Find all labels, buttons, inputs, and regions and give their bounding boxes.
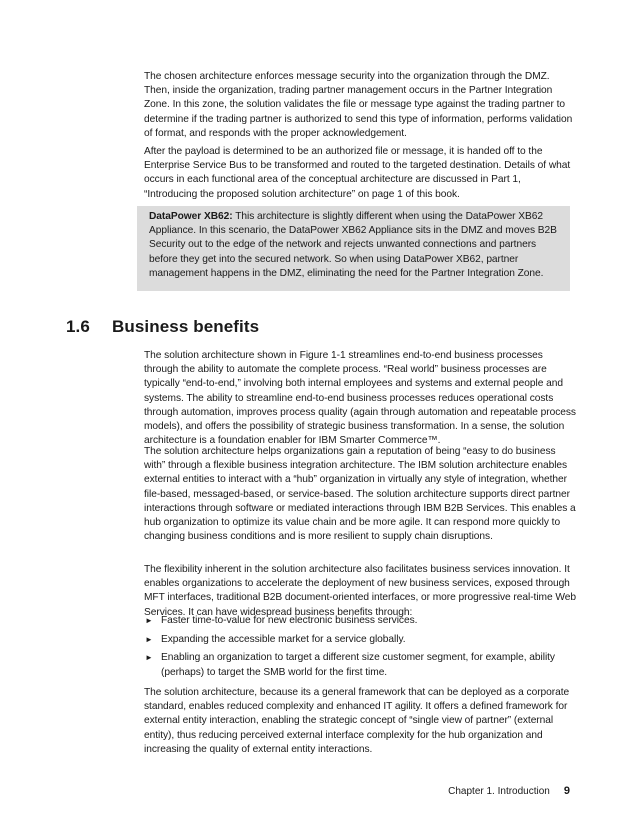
- triangle-bullet-icon: ►: [145, 653, 153, 663]
- paragraph-easy-business: The solution architecture helps organizations gain a reputation of being “easy to do business with” through a flexible business integration architecture. The IBM solution architecture enables external entities to interact with a “hub” organization in virtually any style of integration, whether file-based, messaged-based, or service-based. The solution architecture supports direct partner interactions through software or mediated interactions through IBM B2B Services. This enables a hub organization to optimize its value chain and be more agile. It can respond more quickly to changing business conditions and is more resilient to supply chain disruptions.: [144, 446, 576, 543]
- paragraph-streamline-processes: The solution architecture shown in Figure 1-1 streamlines end-to-end business processes through the ability to automate the complete process. “Real world” business processes are typically “end-to-end,” involving both internal employees and systems and external people and systems. The ability to streamline end-to-end business processes reduces operational costs through automation, improves process quality (again through automation and repeatable process models), and offers the possibility of strategic business transformation. In a sense, the solution architecture is a foundation enabler for IBM Smarter Commerce™.: [144, 350, 576, 447]
- triangle-bullet-icon: ►: [145, 634, 153, 644]
- chapter-label: Chapter 1. Introduction: [448, 786, 550, 797]
- page-footer: [448, 785, 570, 798]
- list-item: [144, 633, 576, 647]
- list-item-text: Expanding the accessible market for a service globally.: [161, 633, 406, 645]
- page-number: 9: [563, 785, 570, 797]
- note-label: DataPower XB62:: [149, 211, 233, 222]
- section-heading: [66, 316, 259, 338]
- paragraph-payload-routing: After the payload is determined to be an authorized file or message, it is handed off to the Enterprise Service Bus to be transformed and routed to the targeted destination. Details of what occurs in each functional area of the conceptual architecture are discussed in Part 1, “Introducing the proposed solution architecture” on page 1 of this book.: [144, 146, 571, 200]
- list-item-text: Faster time-to-value for new electronic business services.: [161, 615, 418, 626]
- note-text: [149, 210, 561, 281]
- paragraph-general-framework: The solution architecture, because its a general framework that can be deployed as a corporate standard, enables reduced complexity and enhanced IT agility. It offers a defined framework for external entity interaction, enabling the strategic concept of “single view of partner” (external entity), thus reducing perceived external interface complexity for the hub organization and increasing the quality of external entity interactions.: [144, 687, 570, 755]
- datapower-note-box: [137, 206, 570, 291]
- paragraph-flexibility: The flexibility inherent in the solution architecture also facilitates business services innovation. It enables organizations to accelerate the deployment of new business services, exposed through MFT interfaces, traditional B2B document-oriented interfaces, or more progressive real-time Web Services. It can have widespread business benefits through:: [144, 564, 576, 618]
- note-body: This architecture is slightly different when using the DataPower XB62 Appliance. In this scenario, the DataPower XB62 Appliance sits in the DMZ and moves B2B Security out to the edge of the network and rejects unwanted connections and partners before they get into the secured network. So when using DataPower XB62, partner management happens in the DMZ, eliminating the need for the Partner Integration Zone.: [149, 211, 557, 279]
- triangle-bullet-icon: ►: [145, 616, 153, 625]
- section-number: 1.6: [66, 317, 90, 336]
- paragraph-architecture-security: The chosen architecture enforces message security into the organization through the DMZ. Then, inside the organization, trading partner management occurs in the Partner Integration Zone. In this zone, the solution validates the file or message type against the trading partner to determine if the trading partner is authorized to send this type of information, performs validation of format, and responds with the proper acknowledgement.: [144, 71, 573, 139]
- list-item-text: Enabling an organization to target a different size customer segment, for example, ability (perhaps) to target the SMB world for the first time.: [161, 652, 555, 678]
- benefits-bullet-list: [144, 614, 576, 684]
- section-title: Business benefits: [112, 317, 260, 336]
- list-item: [144, 651, 576, 679]
- list-item: [144, 614, 576, 628]
